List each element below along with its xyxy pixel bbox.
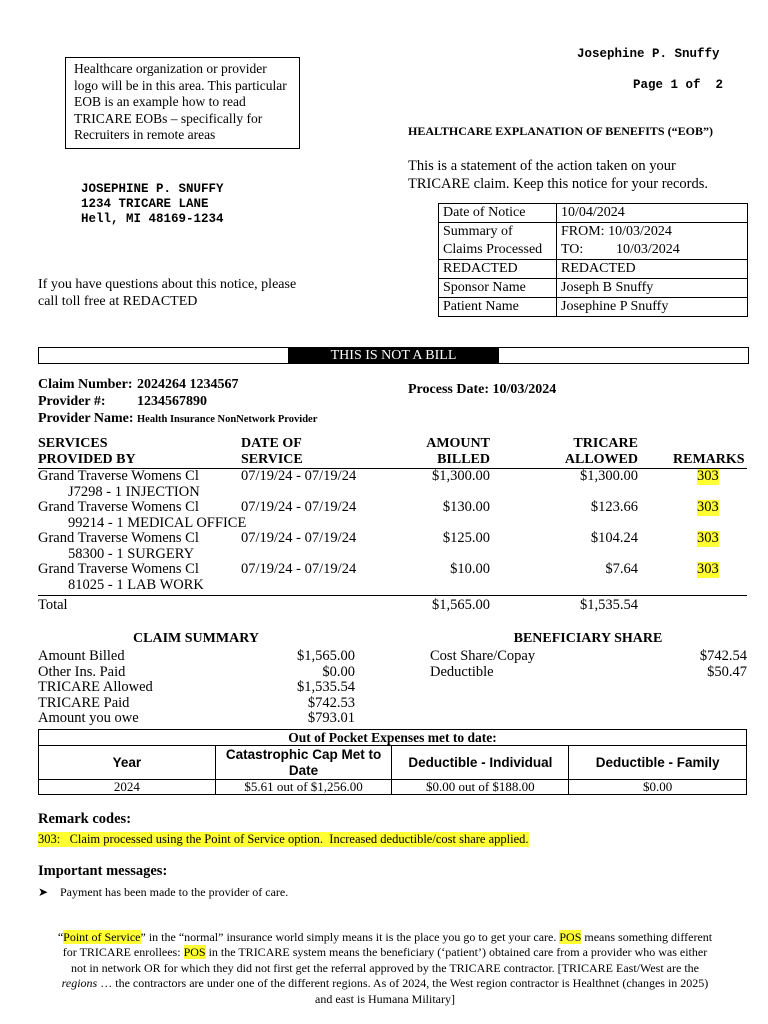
header-line-1: DATE OF (241, 436, 302, 451)
value: $50.47 (707, 663, 747, 680)
address-line-1: JOSEPHINE P. SNUFFY (81, 182, 224, 196)
header-line-1: TRICARE (573, 436, 638, 451)
point-of-service-highlight: Point of Service (63, 930, 141, 944)
label: Cost Share/Copay (430, 648, 536, 664)
header-line-2: SERVICE (241, 452, 303, 467)
service-dates: 07/19/24 - 07/19/24 (241, 530, 357, 546)
list-item (430, 649, 747, 665)
from-date: FROM: 10/03/2024 (561, 224, 672, 239)
amount-billed-header (380, 436, 490, 468)
deductible-individual-value: $0.00 out of $188.00 (392, 780, 569, 795)
services-header (38, 436, 136, 468)
list-item (38, 711, 355, 727)
pos-explanation (55, 930, 715, 1007)
provider-name (38, 410, 317, 428)
statement-text: This is a statement of the action taken on your TRICARE claim. Keep this notice for your records. (408, 158, 708, 192)
provider: Grand Traverse Womens Cl (38, 561, 199, 577)
amount-billed: $130.00 (442, 499, 490, 515)
label: TRICARE Paid (38, 694, 130, 711)
deductible-family-header: Deductible - Family (569, 746, 747, 780)
total-label: Total (38, 597, 68, 613)
list-item (38, 649, 355, 665)
sponsor-row (439, 279, 748, 298)
value: $742.54 (699, 648, 747, 664)
amount-billed: $125.00 (442, 530, 490, 546)
provider: Grand Traverse Womens Cl (38, 499, 199, 515)
table-row (39, 780, 747, 795)
recipient-name-header: Josephine P. Snuffy (577, 47, 720, 61)
value: $793.01 (307, 710, 355, 727)
summary-label-1: Summary of (443, 224, 513, 239)
to-label: TO: (561, 242, 584, 257)
claim-summary-list (38, 649, 355, 727)
total-billed: $1,565.00 (432, 597, 490, 613)
value: $1,565.00 (297, 648, 355, 664)
table-row (38, 500, 750, 531)
value (557, 223, 748, 260)
provider-number (38, 393, 317, 410)
message-text: Payment has been made to the provider of care. (60, 885, 289, 899)
to-value: 10/03/2024 (616, 242, 680, 257)
important-messages-heading: Important messages: (38, 863, 168, 879)
service-code: 81025 - 1 LAB WORK (68, 576, 204, 593)
deductible-family-value: $0.00 (569, 780, 747, 795)
amount-billed: $10.00 (450, 561, 490, 577)
service-code: 58300 - 1 SURGERY (68, 545, 195, 562)
remarks-header: REMARKS (673, 452, 745, 467)
list-item (38, 665, 355, 681)
label: Date of Notice (439, 204, 557, 223)
text: “ (57, 930, 64, 944)
text: means something different for TRICARE enrollees: (62, 930, 713, 960)
regions-italic: regions (61, 976, 98, 991)
process-date: Process Date: 10/03/2024 (408, 382, 557, 397)
address-line-2: 1234 TRICARE LANE (81, 197, 209, 211)
value: REDACTED (557, 260, 748, 279)
pos-highlight: POS (559, 930, 582, 944)
label: Amount you owe (38, 710, 139, 727)
label: REDACTED (439, 260, 557, 279)
redacted-row (439, 260, 748, 279)
text: … the contractors are under one of the different regions. As of 2024, the West region contractor is Healthnet (changes in 2025) and east is Humana Military] (97, 976, 709, 1006)
year-value: 2024 (39, 780, 216, 795)
header-line-2: BILLED (437, 452, 490, 467)
service-dates: 07/19/24 - 07/19/24 (241, 499, 357, 515)
mailing-address (81, 182, 224, 227)
total-rule (38, 595, 747, 596)
arrow-bullet-icon: ➤ (38, 885, 49, 899)
header-line-1: SERVICES (38, 436, 108, 451)
list-item (38, 680, 355, 696)
provider-name-label: Provider Name: (38, 411, 134, 426)
table-row (38, 562, 750, 593)
summary-row (439, 223, 748, 260)
text: ” in the “normal” insurance world simply means it is the place you go to get your care. (140, 930, 560, 944)
label: Sponsor Name (439, 279, 557, 298)
provider: Grand Traverse Womens Cl (38, 468, 199, 484)
provider-number-label: Provider #: (38, 394, 106, 409)
important-message-item (38, 885, 288, 900)
label: Other Ins. Paid (38, 663, 126, 680)
provider-name-value: Health Insurance NonNetwork Provider (137, 414, 318, 425)
label: TRICARE Allowed (38, 679, 153, 696)
label: Deductible (430, 663, 494, 680)
value: $742.53 (307, 694, 355, 711)
tricare-allowed: $104.24 (590, 530, 638, 546)
out-of-pocket-table (38, 729, 747, 795)
not-a-bill-text: THIS IS NOT A BILL (288, 348, 499, 363)
label (439, 223, 557, 260)
summary-label-2: Claims Processed (443, 242, 543, 257)
deductible-individual-header: Deductible - Individual (392, 746, 569, 780)
pos-highlight: POS (183, 945, 206, 960)
label: Amount Billed (38, 648, 125, 664)
service-rows (38, 469, 750, 593)
logo-placeholder: Healthcare organization or provider logo will be in this area. This particular EOB is an example how to read TRICARE EOBs – specifically for Recruiters in remote areas (65, 57, 300, 149)
remark-code: 303 (697, 468, 719, 484)
service-dates: 07/19/24 - 07/19/24 (241, 468, 357, 484)
service-code: J7298 - 1 INJECTION (68, 483, 200, 500)
service-dates: 07/19/24 - 07/19/24 (241, 561, 357, 577)
service-code: 99214 - 1 MEDICAL OFFICE (68, 514, 247, 531)
claim-info (38, 376, 317, 428)
beneficiary-share-title: BENEFICIARY SHARE (513, 631, 663, 646)
tricare-allowed: $123.66 (590, 499, 638, 515)
value: $0.00 (322, 663, 355, 680)
date-of-notice-row (439, 204, 748, 223)
value: $1,535.54 (297, 679, 355, 696)
remark-code: 303 (697, 530, 719, 546)
catastrophic-cap-header: Catastrophic Cap Met to Date (215, 746, 392, 780)
address-line-3: Hell, MI 48169-1234 (81, 212, 224, 226)
remark-code: 303 (697, 499, 719, 515)
table-row (38, 469, 750, 500)
claim-number-value: 2024264 1234567 (137, 377, 239, 392)
to-date (561, 241, 743, 259)
claim-number (38, 376, 317, 393)
value: Joseph B Snuffy (557, 279, 748, 298)
remark-code: 303 (697, 561, 719, 577)
year-header: Year (39, 746, 216, 780)
claim-summary-title: CLAIM SUMMARY (133, 631, 259, 646)
beneficiary-share-list (430, 649, 747, 680)
provider-number-value: 1234567890 (137, 394, 207, 409)
total-allowed: $1,535.54 (580, 597, 638, 613)
list-item (430, 665, 747, 681)
not-a-bill-banner (38, 347, 749, 364)
label: Patient Name (439, 298, 557, 317)
eob-title: HEALTHCARE EXPLANATION OF BENEFITS (“EOB”) (408, 124, 713, 138)
list-item (38, 696, 355, 712)
tricare-allowed: $7.64 (605, 561, 638, 577)
remark-code-303: 303: Claim processed using the Point of Service option. Increased deductible/cost share applied. (38, 832, 529, 846)
header-line-2: PROVIDED BY (38, 452, 136, 467)
amount-billed: $1,300.00 (432, 468, 490, 484)
header-line-1: AMOUNT (426, 436, 490, 451)
out-of-pocket-title: Out of Pocket Expenses met to date: (39, 730, 747, 746)
header-line-2: ALLOWED (564, 452, 638, 467)
remark-codes-heading: Remark codes: (38, 811, 132, 827)
questions-contact: If you have questions about this notice, please call toll free at REDACTED (38, 277, 297, 309)
date-of-service-header (241, 436, 303, 468)
catastrophic-cap-value: $5.61 out of $1,256.00 (215, 780, 392, 795)
claim-number-label: Claim Number: (38, 377, 133, 392)
tricare-allowed: $1,300.00 (580, 468, 638, 484)
notice-info-table (438, 203, 748, 317)
page-number: Page 1 of 2 (633, 78, 724, 92)
patient-row (439, 298, 748, 317)
table-row (38, 531, 750, 562)
provider: Grand Traverse Womens Cl (38, 530, 199, 546)
value: 10/04/2024 (557, 204, 748, 223)
value: Josephine P Snuffy (557, 298, 748, 317)
text: in the TRICARE system means the beneficiary (‘patient’) obtained care from a provider who was either not in network OR for which they did not first get the referral approved by the TRICARE contractor. [TRICARE East/West are the (71, 945, 708, 975)
tricare-allowed-header (528, 436, 638, 468)
